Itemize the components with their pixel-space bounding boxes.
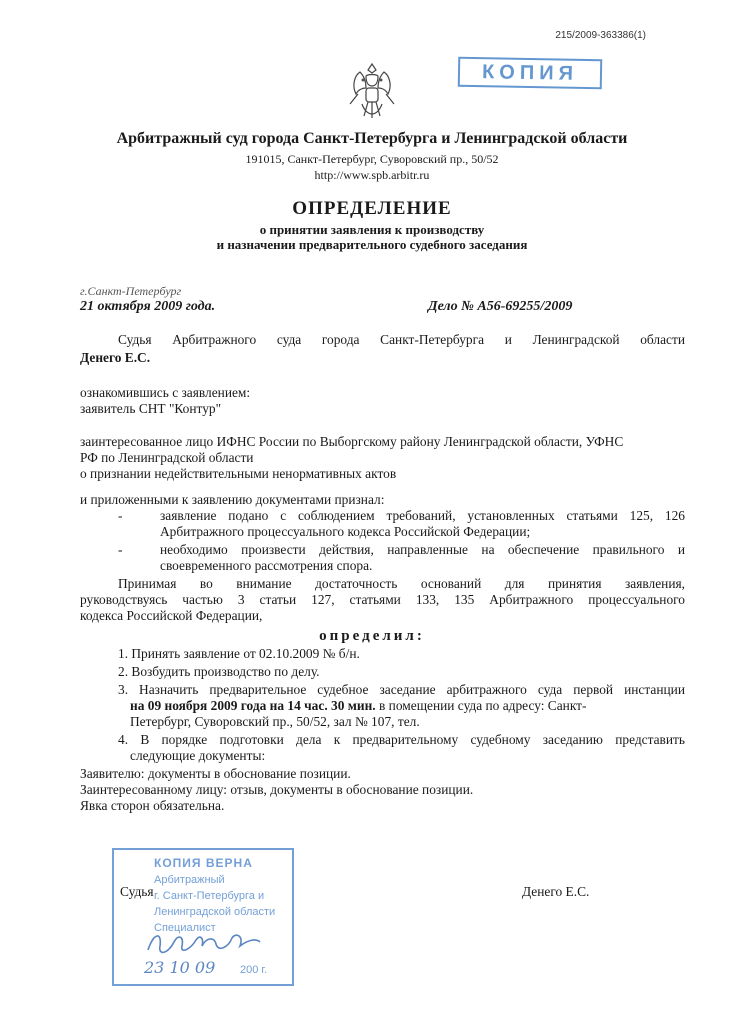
item-3-line-3: Петербург, Суворовский пр., 50/52, зал № 107, тел.	[130, 714, 420, 729]
court-url: http://www.spb.arbitr.ru	[314, 168, 430, 182]
case-number: Дело № А56-69255/2009	[428, 299, 573, 314]
to-applicant: Заявителю: документы в обоснование позиции.	[80, 766, 351, 781]
decided-heading: определил:	[319, 628, 425, 644]
document-subtitle-1: о принятии заявления к производству	[259, 222, 485, 237]
item-3-line-1: 3. Назначить предварительное судебное заседание арбитражного суда первой инстанции	[118, 682, 685, 697]
judge-label: Судья	[120, 884, 154, 899]
intro-line: Судья Арбитражного суда города Санкт-Петербурга и Ленинградской области	[118, 332, 685, 347]
considering-line-1: Принимая во внимание достаточность оснований для принятия заявления,	[118, 576, 685, 591]
considering-line-2: руководствуясь частью 3 статьи 127, статьями 133, 135 Арбитражного процессуального	[80, 592, 685, 607]
applicant: заявитель СНТ "Контур"	[80, 401, 222, 416]
considering-line-3: кодекса Российской Федерации,	[80, 608, 263, 623]
city: г.Санкт-Петербург	[80, 284, 182, 298]
document-title: ОПРЕДЕЛЕНИЕ	[292, 198, 452, 219]
item-4-line-2: следующие документы:	[130, 748, 266, 763]
interested-party-2: РФ по Ленинградской области	[80, 450, 254, 465]
judge-signature-name: Денего Е.С.	[522, 884, 590, 899]
stamp-line-1: КОПИЯ ВЕРНА	[154, 856, 253, 870]
bullet-2-line-2: своевременного рассмотрения спора.	[160, 558, 373, 573]
document-id: 215/2009-363386(1)	[555, 30, 646, 41]
stamp-date: 23 10 09	[144, 958, 216, 977]
bullet-1-line-1: заявление подано с соблюдением требований, установленных статьями 125, 126	[160, 508, 685, 523]
bullet-dash: -	[118, 542, 123, 557]
attendance-note: Явка сторон обязательна.	[80, 798, 225, 813]
item-4-line-1: 4. В порядке подготовки дела к предварительному судебному заседанию представить	[118, 732, 685, 747]
document-date: 21 октября 2009 года.	[80, 299, 216, 314]
to-interested-party: Заинтересованному лицу: отзыв, документы в обоснование позиции.	[80, 782, 474, 797]
court-name: Арбитражный суд города Санкт-Петербурга и Ленинградской области	[116, 130, 628, 147]
stamp-line-4: Ленинградской области	[154, 906, 276, 918]
copy-stamp: КОПИЯ	[458, 57, 603, 90]
item-2: 2. Возбудить производство по делу.	[118, 664, 320, 679]
bullet-1-line-2: Арбитражного процессуального кодекса Российской Федерации;	[160, 524, 531, 539]
stamp-line-2: Арбитражный	[154, 874, 225, 886]
court-address: 191015, Санкт-Петербург, Суворовский пр., 50/52	[245, 152, 499, 166]
judge-name: Денего Е.С.	[80, 350, 151, 365]
bullet-2-line-1: необходимо произвести действия, направленные на обеспечение правильного и	[160, 542, 685, 557]
subject: о признании недействительными ненормативных актов	[80, 466, 397, 481]
hearing-datetime: на 09 ноября 2009 года на 14 час. 30 мин.	[130, 698, 376, 713]
handwritten-signature-icon	[144, 928, 264, 958]
attached-docs: и приложенными к заявлению документами признал:	[80, 492, 385, 507]
coat-of-arms-icon	[346, 60, 398, 122]
reviewed-text: ознакомившись с заявлением:	[80, 385, 251, 400]
interested-party-1: заинтересованное лицо ИФНС России по Выборгскому району Ленинградской области, УФНС	[80, 434, 624, 449]
bullet-dash: -	[118, 508, 123, 523]
certified-copy-stamp	[112, 848, 294, 986]
hearing-place: в помещении суда по адресу: Санкт-	[375, 698, 587, 713]
document-subtitle-2: и назначении предварительного судебного заседания	[216, 237, 528, 252]
item-3-line-2	[130, 698, 690, 714]
stamp-line-5: Специалист	[154, 922, 216, 934]
item-1: 1. Принять заявление от 02.10.2009 № б/н.	[118, 646, 360, 661]
stamp-year: 200 г.	[240, 964, 268, 976]
stamp-line-3: г. Санкт-Петербурга и	[154, 890, 265, 902]
